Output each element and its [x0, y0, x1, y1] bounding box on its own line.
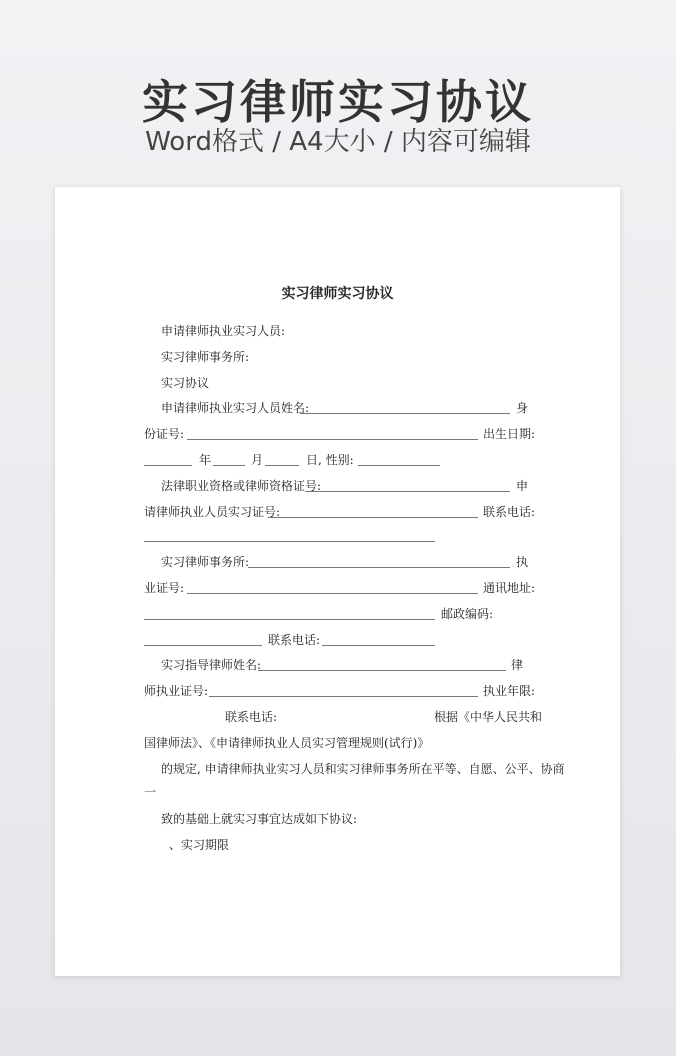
practice-cert-blank[interactable] — [268, 517, 478, 518]
address-label: 通讯地址: — [483, 581, 536, 595]
document-page — [55, 187, 620, 976]
applicant-name-label: 申请律师执业实习人员姓名: — [161, 401, 310, 415]
birth-month-blank[interactable] — [213, 465, 245, 466]
wrap-char-lawyer: 律 — [511, 658, 524, 672]
banner-title: 实习律师实习协议 — [142, 75, 534, 129]
section-internship-period: 、实习期限 — [169, 838, 230, 852]
wrap-char-id: 身 — [516, 401, 529, 415]
month-label: 月 — [251, 453, 264, 467]
wrap-char-one: 一 — [144, 785, 157, 799]
postcode-blank[interactable] — [144, 645, 262, 646]
id-number-blank[interactable] — [187, 439, 478, 440]
supervisor-name-blank[interactable] — [258, 670, 506, 671]
agreement-intro-text: 致的基础上就实习事宜达成如下协议: — [161, 812, 358, 826]
law-firm-label: 实习律师事务所: — [161, 350, 250, 364]
qualification-label: 法律职业资格或律师资格证号: — [161, 479, 322, 493]
provisions-text: 的规定, 申请律师执业实习人员和实习律师事务所在平等、自愿、公平、协商 — [161, 762, 565, 776]
supervisor-license-label: 师执业证号: — [144, 684, 209, 698]
firm-name-blank[interactable] — [248, 567, 510, 568]
firm-license-label: 业证号: — [144, 581, 185, 595]
applicant-phone-blank[interactable] — [144, 541, 435, 542]
practice-cert-label: 请律师执业人员实习证号: — [144, 505, 281, 519]
gender-blank[interactable] — [358, 465, 440, 466]
supervisor-license-blank[interactable] — [209, 696, 478, 697]
applicant-label: 申请律师执业实习人员: — [161, 324, 286, 338]
firm-phone-label: 联系电话: — [268, 633, 321, 647]
firm-license-blank[interactable] — [187, 593, 478, 594]
firm-name-label: 实习律师事务所: — [161, 555, 250, 569]
qualification-blank[interactable] — [305, 491, 510, 492]
law-reference-text: 国律师法》、《申请律师执业人员实习管理规则(试行)》 — [144, 736, 430, 750]
banner-subtitle: Word格式 / A4大小 / 内容可编辑 — [145, 127, 531, 157]
pursuant-text: 根据《中华人民共和 — [434, 710, 543, 724]
agreement-label: 实习协议 — [161, 376, 210, 390]
firm-phone-blank[interactable] — [322, 645, 435, 646]
year-label: 年 — [199, 453, 212, 467]
day-gender-label: 日, 性别: — [306, 453, 354, 467]
supervisor-phone-label: 联系电话: — [225, 710, 278, 724]
birth-year-blank[interactable] — [144, 465, 192, 466]
wrap-char-practice: 执 — [516, 555, 529, 569]
applicant-phone-label: 联系电话: — [483, 505, 536, 519]
wrap-char-apply: 申 — [516, 479, 529, 493]
birth-date-label: 出生日期: — [483, 427, 536, 441]
applicant-name-blank[interactable] — [300, 413, 510, 414]
practice-years-label: 执业年限: — [483, 684, 536, 698]
id-number-label: 份证号: — [144, 427, 185, 441]
supervisor-name-label: 实习指导律师姓名: — [161, 658, 262, 672]
address-blank[interactable] — [144, 619, 435, 620]
postcode-label: 邮政编码: — [441, 607, 494, 621]
birth-day-blank[interactable] — [265, 465, 299, 466]
document-title: 实习律师实习协议 — [281, 286, 394, 302]
